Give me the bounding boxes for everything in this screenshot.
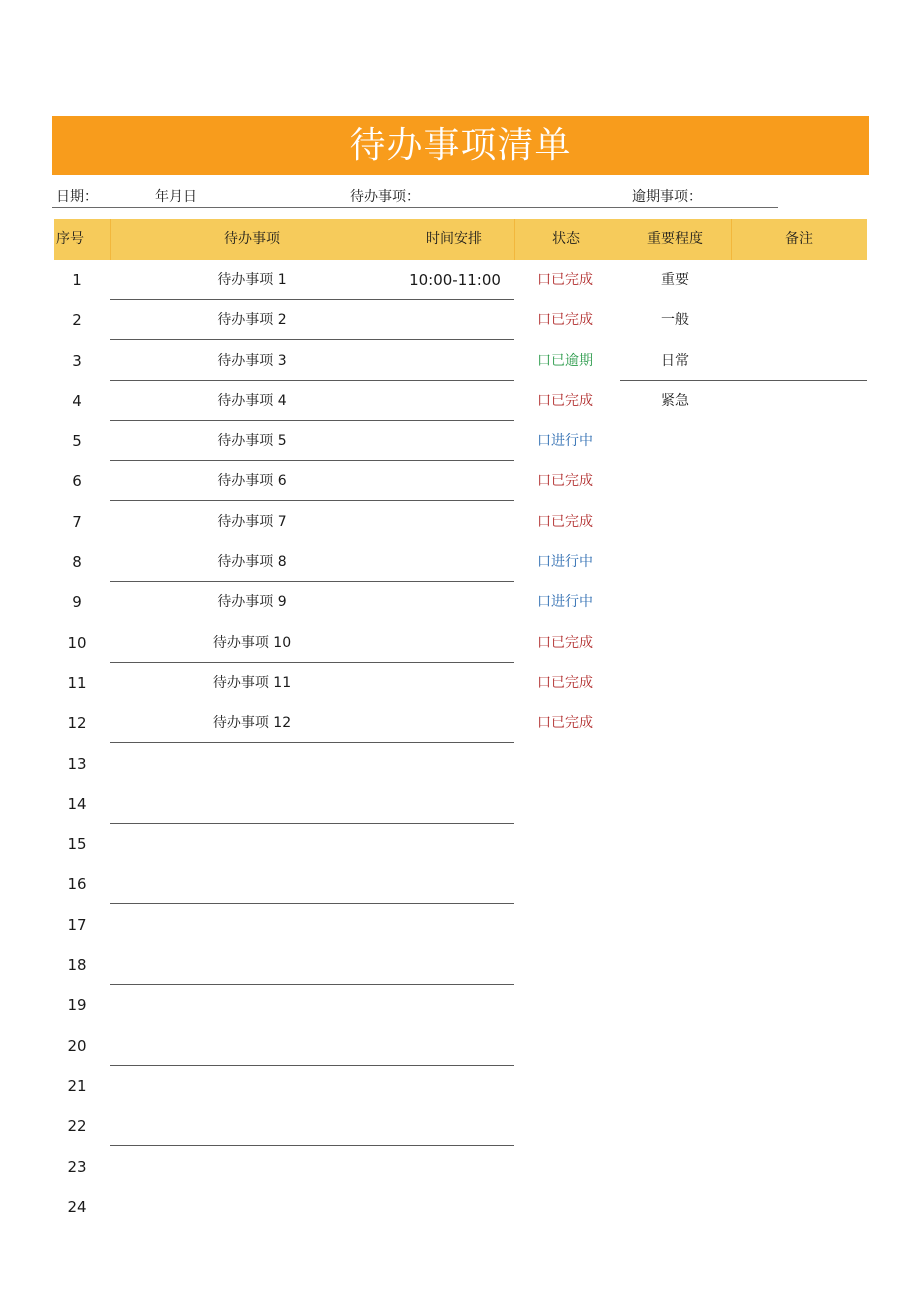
row-seq: 5 bbox=[72, 432, 82, 451]
row-time[interactable] bbox=[396, 824, 514, 864]
row-item[interactable]: 待办事项 5 bbox=[217, 433, 287, 450]
row-importance[interactable] bbox=[620, 784, 730, 824]
table-row bbox=[0, 1106, 920, 1146]
row-seq: 13 bbox=[67, 754, 87, 773]
table-row bbox=[0, 341, 920, 381]
row-state-checkbox[interactable]: 口已完成 bbox=[537, 272, 593, 288]
row-seq: 22 bbox=[67, 1117, 87, 1136]
todo-count-label: 待办事项： bbox=[350, 189, 420, 205]
row-item[interactable]: 待办事项 7 bbox=[217, 513, 287, 530]
row-state-checkbox[interactable] bbox=[515, 744, 615, 784]
row-importance[interactable] bbox=[620, 1147, 730, 1187]
row-state-checkbox[interactable]: 口已完成 bbox=[537, 513, 593, 530]
date-value[interactable]: 年月日 bbox=[155, 189, 197, 205]
table-header bbox=[54, 219, 867, 260]
row-seq: 9 bbox=[72, 593, 82, 612]
table-row bbox=[0, 1066, 920, 1106]
row-importance[interactable]: 重要 bbox=[661, 272, 689, 288]
row-importance[interactable] bbox=[620, 744, 730, 784]
table-row bbox=[0, 784, 920, 824]
row-importance[interactable] bbox=[620, 945, 730, 985]
row-time[interactable] bbox=[396, 905, 514, 945]
row-importance[interactable]: 日常 bbox=[661, 352, 689, 369]
table-row bbox=[0, 260, 920, 300]
table-row bbox=[0, 582, 920, 622]
date-label: 日期： bbox=[56, 189, 98, 205]
row-seq: 6 bbox=[72, 472, 82, 491]
row-seq: 24 bbox=[67, 1197, 87, 1216]
row-time[interactable] bbox=[396, 582, 514, 622]
row-importance[interactable] bbox=[620, 1106, 730, 1146]
row-importance[interactable] bbox=[620, 703, 730, 743]
table-row bbox=[0, 461, 920, 501]
row-importance[interactable] bbox=[620, 623, 730, 663]
row-importance[interactable] bbox=[620, 1187, 730, 1227]
row-importance[interactable] bbox=[620, 461, 730, 501]
row-importance[interactable] bbox=[620, 502, 730, 542]
page-title: 待办事项清单 bbox=[52, 116, 869, 175]
row-state-checkbox[interactable] bbox=[515, 784, 615, 824]
row-time[interactable] bbox=[396, 1147, 514, 1187]
row-time[interactable] bbox=[396, 744, 514, 784]
row-time[interactable] bbox=[396, 341, 514, 381]
row-item[interactable]: 待办事项 3 bbox=[217, 352, 287, 369]
table-row bbox=[0, 421, 920, 461]
row-importance[interactable] bbox=[620, 421, 730, 461]
row-state-checkbox[interactable] bbox=[515, 1066, 615, 1106]
header-time: 时间安排 bbox=[426, 231, 482, 247]
table-row bbox=[0, 985, 920, 1025]
row-time[interactable] bbox=[396, 663, 514, 703]
row-state-checkbox[interactable]: 口已完成 bbox=[537, 392, 593, 409]
row-importance[interactable] bbox=[620, 582, 730, 622]
row-state-checkbox[interactable] bbox=[515, 945, 615, 985]
row-item[interactable]: 待办事项 12 bbox=[212, 715, 292, 732]
row-seq: 15 bbox=[67, 835, 87, 854]
row-state-checkbox[interactable]: 口已完成 bbox=[537, 473, 593, 490]
row-seq: 4 bbox=[72, 391, 82, 410]
row-importance[interactable] bbox=[620, 905, 730, 945]
row-importance[interactable] bbox=[620, 1066, 730, 1106]
row-seq: 12 bbox=[67, 714, 87, 733]
meta-underline bbox=[52, 207, 778, 208]
row-item[interactable] bbox=[110, 985, 394, 1025]
row-seq: 23 bbox=[67, 1157, 87, 1176]
row-item[interactable] bbox=[110, 1187, 394, 1227]
row-time[interactable] bbox=[396, 945, 514, 985]
row-seq: 21 bbox=[67, 1076, 87, 1095]
row-time[interactable] bbox=[396, 421, 514, 461]
row-seq: 14 bbox=[67, 794, 87, 813]
row-state-checkbox[interactable]: 口已逾期 bbox=[537, 352, 593, 369]
table-row bbox=[0, 824, 920, 864]
row-state-checkbox[interactable]: 口已完成 bbox=[537, 715, 593, 732]
row-item[interactable]: 待办事项 4 bbox=[217, 392, 287, 409]
overdue-count-label: 逾期事项： bbox=[632, 189, 702, 205]
row-time[interactable] bbox=[396, 461, 514, 501]
row-item[interactable] bbox=[110, 1066, 394, 1106]
row-state-checkbox[interactable] bbox=[515, 1147, 615, 1187]
row-state-checkbox[interactable]: 口已完成 bbox=[537, 312, 593, 329]
row-seq: 20 bbox=[67, 1036, 87, 1055]
row-item[interactable] bbox=[110, 784, 394, 824]
table-row bbox=[0, 703, 920, 743]
row-seq: 18 bbox=[67, 956, 87, 975]
row-time[interactable] bbox=[396, 703, 514, 743]
row-seq: 10 bbox=[67, 633, 87, 652]
row-item[interactable] bbox=[110, 905, 394, 945]
row-state-checkbox[interactable]: 口进行中 bbox=[537, 594, 593, 611]
table-row bbox=[0, 663, 920, 703]
row-state-checkbox[interactable] bbox=[515, 1106, 615, 1146]
table-row bbox=[0, 623, 920, 663]
row-time[interactable] bbox=[396, 300, 514, 340]
row-seq: 8 bbox=[72, 553, 82, 572]
row-state-checkbox[interactable] bbox=[515, 1187, 615, 1227]
header-item: 待办事项 bbox=[224, 231, 280, 247]
row-item[interactable] bbox=[110, 945, 394, 985]
table-row bbox=[0, 1187, 920, 1227]
row-item[interactable] bbox=[110, 744, 394, 784]
row-time[interactable] bbox=[396, 542, 514, 582]
header-importance: 重要程度 bbox=[647, 231, 703, 247]
table-row bbox=[0, 864, 920, 904]
table-row bbox=[0, 905, 920, 945]
row-item[interactable] bbox=[110, 1147, 394, 1187]
row-time[interactable] bbox=[396, 1026, 514, 1066]
table-row bbox=[0, 945, 920, 985]
row-state-checkbox[interactable] bbox=[515, 1026, 615, 1066]
row-state-checkbox[interactable] bbox=[515, 864, 615, 904]
row-time[interactable] bbox=[396, 1106, 514, 1146]
row-seq: 11 bbox=[67, 673, 87, 692]
table-row bbox=[0, 300, 920, 340]
row-item[interactable] bbox=[110, 864, 394, 904]
row-time[interactable] bbox=[396, 502, 514, 542]
row-seq: 17 bbox=[67, 915, 87, 934]
row-importance[interactable] bbox=[620, 824, 730, 864]
row-state-checkbox[interactable] bbox=[515, 985, 615, 1025]
row-item[interactable]: 待办事项 8 bbox=[217, 554, 287, 571]
row-state-checkbox[interactable]: 口进行中 bbox=[537, 433, 593, 450]
row-item[interactable] bbox=[110, 824, 394, 864]
table-row bbox=[0, 381, 920, 421]
row-importance[interactable] bbox=[620, 985, 730, 1025]
header-note: 备注 bbox=[785, 231, 813, 247]
row-importance[interactable]: 紧急 bbox=[661, 392, 689, 409]
row-seq: 16 bbox=[67, 875, 87, 894]
row-item[interactable]: 待办事项 11 bbox=[212, 674, 292, 691]
row-importance[interactable] bbox=[620, 864, 730, 904]
row-time[interactable] bbox=[396, 985, 514, 1025]
row-seq: 2 bbox=[72, 311, 82, 330]
table-row bbox=[0, 1026, 920, 1066]
row-seq: 1 bbox=[72, 271, 82, 289]
row-time[interactable] bbox=[396, 1187, 514, 1227]
row-time[interactable] bbox=[396, 381, 514, 421]
row-state-checkbox[interactable] bbox=[515, 824, 615, 864]
row-time[interactable] bbox=[396, 623, 514, 663]
row-item[interactable]: 待办事项 1 bbox=[217, 272, 287, 288]
table-row bbox=[0, 502, 920, 542]
row-item[interactable] bbox=[110, 1026, 394, 1066]
row-time[interactable] bbox=[396, 864, 514, 904]
row-state-checkbox[interactable]: 口已完成 bbox=[537, 634, 593, 651]
row-time[interactable] bbox=[396, 1066, 514, 1106]
row-time[interactable] bbox=[396, 784, 514, 824]
row-state-checkbox[interactable]: 口进行中 bbox=[537, 554, 593, 571]
row-item[interactable]: 待办事项 10 bbox=[212, 634, 292, 651]
header-state: 状态 bbox=[552, 231, 580, 247]
row-seq: 19 bbox=[67, 996, 87, 1015]
row-importance[interactable]: 一般 bbox=[661, 312, 689, 329]
row-importance[interactable] bbox=[620, 542, 730, 582]
row-time[interactable]: 10:00-11:00 bbox=[409, 271, 501, 289]
row-importance[interactable] bbox=[620, 663, 730, 703]
header-seq: 序号 bbox=[56, 231, 84, 247]
table-row bbox=[0, 542, 920, 582]
row-item[interactable] bbox=[110, 1106, 394, 1146]
row-state-checkbox[interactable]: 口已完成 bbox=[537, 674, 593, 691]
table-body bbox=[0, 260, 920, 1227]
row-seq: 3 bbox=[72, 351, 82, 370]
row-state-checkbox[interactable] bbox=[515, 905, 615, 945]
row-item[interactable]: 待办事项 9 bbox=[217, 594, 287, 611]
row-item[interactable]: 待办事项 6 bbox=[217, 473, 287, 490]
row-item[interactable]: 待办事项 2 bbox=[217, 312, 287, 329]
table-row bbox=[0, 744, 920, 784]
table-row bbox=[0, 1147, 920, 1187]
row-seq: 7 bbox=[72, 512, 82, 531]
row-importance[interactable] bbox=[620, 1026, 730, 1066]
